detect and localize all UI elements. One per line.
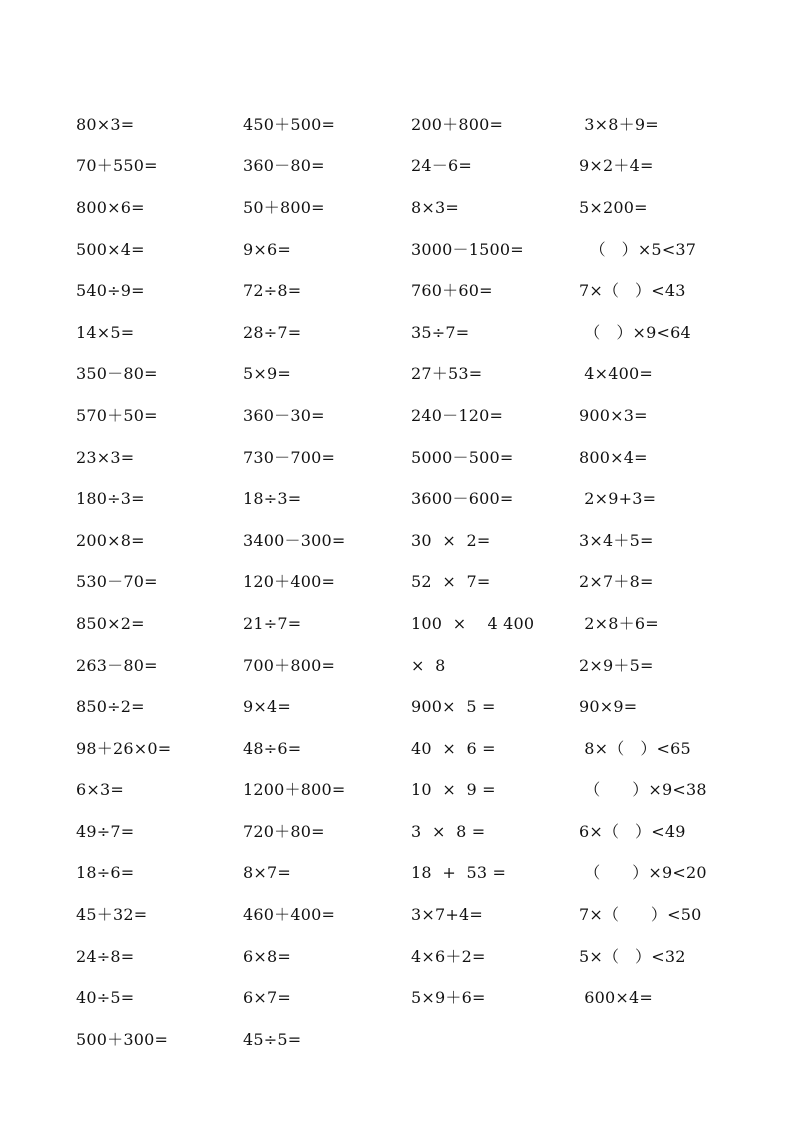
math-problem: （ ）×9<20 bbox=[579, 863, 707, 883]
math-problem: 100 × 4 400 bbox=[411, 613, 535, 633]
math-problem: 8×3= bbox=[411, 197, 459, 217]
math-problem: 600×4= bbox=[579, 988, 654, 1008]
math-problem: 850×2= bbox=[76, 613, 145, 633]
math-problem: 28÷7= bbox=[243, 322, 302, 342]
math-problem: 5×（ ）<32 bbox=[579, 946, 686, 966]
math-problem: 8×7= bbox=[243, 863, 291, 883]
math-problem: × 8 bbox=[411, 655, 446, 675]
math-problem: 850÷2= bbox=[76, 697, 145, 717]
math-problem: 9×2＋4= bbox=[579, 156, 654, 176]
math-problem: 49÷7= bbox=[76, 821, 135, 841]
math-problem: 2×9+3= bbox=[579, 489, 657, 509]
math-problem: 900×3= bbox=[579, 405, 648, 425]
math-problem: 80×3= bbox=[76, 114, 135, 134]
math-problem: 530－70= bbox=[76, 572, 158, 592]
math-problem: 8×（ ）<65 bbox=[579, 738, 691, 758]
math-problem: （ ）×9<38 bbox=[579, 780, 707, 800]
math-problem: 10 × 9 = bbox=[411, 780, 496, 800]
math-problem: 90×9= bbox=[579, 697, 638, 717]
math-problem: 70＋550= bbox=[76, 156, 158, 176]
math-problem: 7×（ ）<50 bbox=[579, 905, 702, 925]
math-problem: 4×6＋2= bbox=[411, 946, 486, 966]
math-problem: 35÷7= bbox=[411, 322, 470, 342]
math-problem: （ ）×9<64 bbox=[579, 322, 691, 342]
math-problem: 180÷3= bbox=[76, 489, 145, 509]
math-problem: 27＋53= bbox=[411, 364, 483, 384]
math-problem: 45＋32= bbox=[76, 905, 148, 925]
math-problem: 3 × 8 = bbox=[411, 821, 486, 841]
math-problem: 360－80= bbox=[243, 156, 325, 176]
math-problem: 500＋300= bbox=[76, 1029, 169, 1049]
math-problem: 263－80= bbox=[76, 655, 158, 675]
math-problem: 3×8＋9= bbox=[579, 114, 659, 134]
math-problem: 5×9= bbox=[243, 364, 291, 384]
math-problem: （ ）×5<37 bbox=[579, 239, 697, 259]
math-problem: 5×200= bbox=[579, 197, 648, 217]
math-problem: 800×4= bbox=[579, 447, 648, 467]
problem-grid bbox=[76, 104, 756, 1061]
math-problem: 3600－600= bbox=[411, 489, 514, 509]
math-problem: 360－30= bbox=[243, 405, 325, 425]
math-problem: 500×4= bbox=[76, 239, 145, 259]
math-problem: 24－6= bbox=[411, 156, 472, 176]
math-problem: 240－120= bbox=[411, 405, 504, 425]
math-problem: 40 × 6 = bbox=[411, 738, 496, 758]
math-problem: 50＋800= bbox=[243, 197, 325, 217]
math-problem: 720＋80= bbox=[243, 821, 325, 841]
math-problem: 3000－1500= bbox=[411, 239, 524, 259]
math-problem: 40÷5= bbox=[76, 988, 135, 1008]
math-problem: 5000－500= bbox=[411, 447, 514, 467]
math-problem: 900× 5 = bbox=[411, 697, 496, 717]
math-problem: 21÷7= bbox=[243, 613, 302, 633]
math-problem: 52 × 7= bbox=[411, 572, 491, 592]
math-problem: 2×9＋5= bbox=[579, 655, 654, 675]
math-problem: 4×400= bbox=[579, 364, 654, 384]
math-problem: 23×3= bbox=[76, 447, 135, 467]
math-problem: 6×3= bbox=[76, 780, 124, 800]
math-problem: 9×4= bbox=[243, 697, 291, 717]
math-problem: 570＋50= bbox=[76, 405, 158, 425]
math-problem: 6×7= bbox=[243, 988, 291, 1008]
math-problem: 200×8= bbox=[76, 530, 145, 550]
math-problem: 45÷5= bbox=[243, 1029, 302, 1049]
math-problem: 450＋500= bbox=[243, 114, 336, 134]
math-problem: 350－80= bbox=[76, 364, 158, 384]
math-problem: 2×8＋6= bbox=[579, 613, 659, 633]
math-problem: 730－700= bbox=[243, 447, 336, 467]
math-problem: 48÷6= bbox=[243, 738, 302, 758]
math-problem: 14×5= bbox=[76, 322, 135, 342]
math-problem: 460＋400= bbox=[243, 905, 336, 925]
math-problem: 2×7＋8= bbox=[579, 572, 654, 592]
math-problem: 760＋60= bbox=[411, 281, 493, 301]
math-problem: 72÷8= bbox=[243, 281, 302, 301]
math-problem: 540÷9= bbox=[76, 281, 145, 301]
math-problem: 9×6= bbox=[243, 239, 291, 259]
math-problem: 30 × 2= bbox=[411, 530, 491, 550]
math-problem: 3×7+4= bbox=[411, 905, 483, 925]
math-problem: 200＋800= bbox=[411, 114, 504, 134]
math-problem: 18÷3= bbox=[243, 489, 302, 509]
math-problem: 1200＋800= bbox=[243, 780, 346, 800]
math-problem: 3400－300= bbox=[243, 530, 346, 550]
math-problem: 5×9＋6= bbox=[411, 988, 486, 1008]
math-problem: 120＋400= bbox=[243, 572, 336, 592]
math-problem: 6×8= bbox=[243, 946, 291, 966]
math-problem: 6×（ ）<49 bbox=[579, 821, 686, 841]
math-problem: 700＋800= bbox=[243, 655, 336, 675]
math-problem: 24÷8= bbox=[76, 946, 135, 966]
math-problem: 7×（ ）<43 bbox=[579, 281, 686, 301]
math-problem: 98＋26×0= bbox=[76, 738, 172, 758]
math-problem: 18 + 53 = bbox=[411, 863, 507, 883]
math-problem: 18÷6= bbox=[76, 863, 135, 883]
math-problem: 3×4＋5= bbox=[579, 530, 654, 550]
math-problem: 800×6= bbox=[76, 197, 145, 217]
